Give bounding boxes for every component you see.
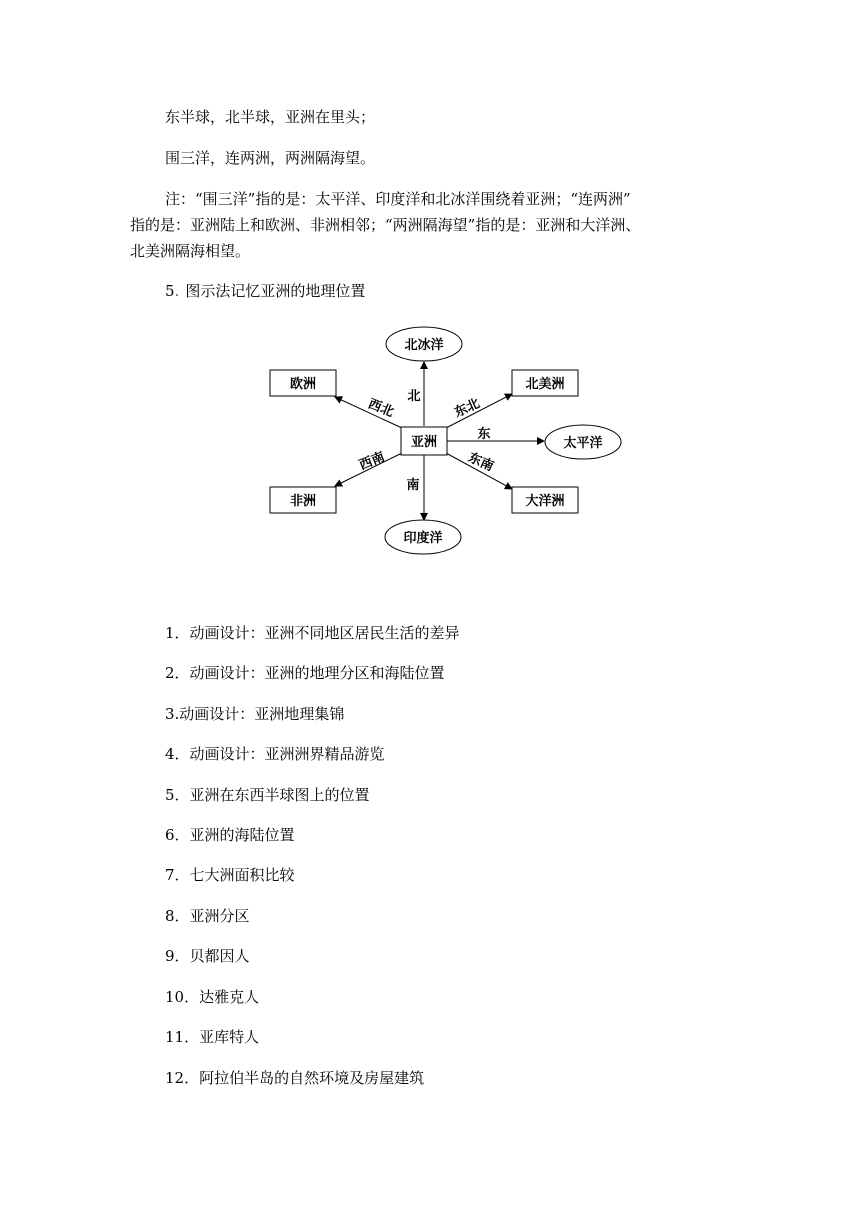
- list-item: 1．动画设计：亚洲不同地区居民生活的差异: [165, 624, 460, 642]
- poem-line-1: 东半球，北半球，亚洲在里头；: [165, 108, 376, 126]
- list-item: 2．动画设计：亚洲的地理分区和海陆位置: [165, 664, 445, 682]
- list-item: 3.动画设计：亚洲地理集锦: [165, 705, 345, 723]
- section-5-title: 图示法记忆亚洲的地理位置: [185, 282, 366, 300]
- center-label: 亚洲: [410, 435, 438, 450]
- list-item: 4．动画设计：亚洲洲界精品游览: [165, 745, 385, 763]
- list-item: 10．达雅克人: [165, 988, 260, 1006]
- poem-line-2: 围三洋，连两洲，两洲隔海望。: [165, 149, 376, 167]
- node-north-label: 北冰洋: [404, 338, 444, 353]
- dir-south-label: 南: [406, 478, 420, 493]
- node-southeast-label: 大洋洲: [525, 494, 565, 509]
- node-east-label: 太平洋: [563, 436, 603, 451]
- dir-southwest-label: 西南: [357, 449, 388, 474]
- dir-northwest-label: 西北: [365, 396, 396, 421]
- dir-east-label: 东: [477, 427, 491, 442]
- section-5-number: 5: [165, 282, 175, 300]
- list-item: 12．阿拉伯半岛的自然环境及房屋建筑: [165, 1069, 425, 1087]
- section-5-separator: .: [174, 282, 180, 300]
- note-line-1: 注：“围三洋”指的是：太平洋、印度洋和北冰洋围绕着亚洲；“连两洲”: [165, 190, 631, 208]
- node-southwest-label: 非洲: [289, 494, 317, 509]
- dir-northeast-label: 东北: [452, 396, 483, 421]
- list-item: 8．亚洲分区: [165, 907, 250, 925]
- node-northeast-label: 北美洲: [525, 377, 565, 392]
- list-item: 6．亚洲的海陆位置: [165, 826, 295, 844]
- list-item: 7．七大洲面积比较: [165, 866, 295, 884]
- note-line-2: 指的是：亚洲陆上和欧洲、非洲相邻；“两洲隔海望”指的是：亚洲和大洋洲、: [130, 216, 641, 234]
- note-line-3: 北美洲隔海相望。: [130, 242, 251, 260]
- list-item: 11．亚库特人: [165, 1028, 260, 1046]
- node-south-label: 印度洋: [403, 531, 443, 546]
- dir-north-label: 北: [407, 389, 421, 404]
- node-northwest-label: 欧洲: [289, 377, 317, 392]
- list-item: 5．亚洲在东西半球图上的位置: [165, 786, 370, 804]
- list-item: 9．贝都因人: [165, 947, 250, 965]
- dir-southeast-label: 东南: [465, 450, 496, 475]
